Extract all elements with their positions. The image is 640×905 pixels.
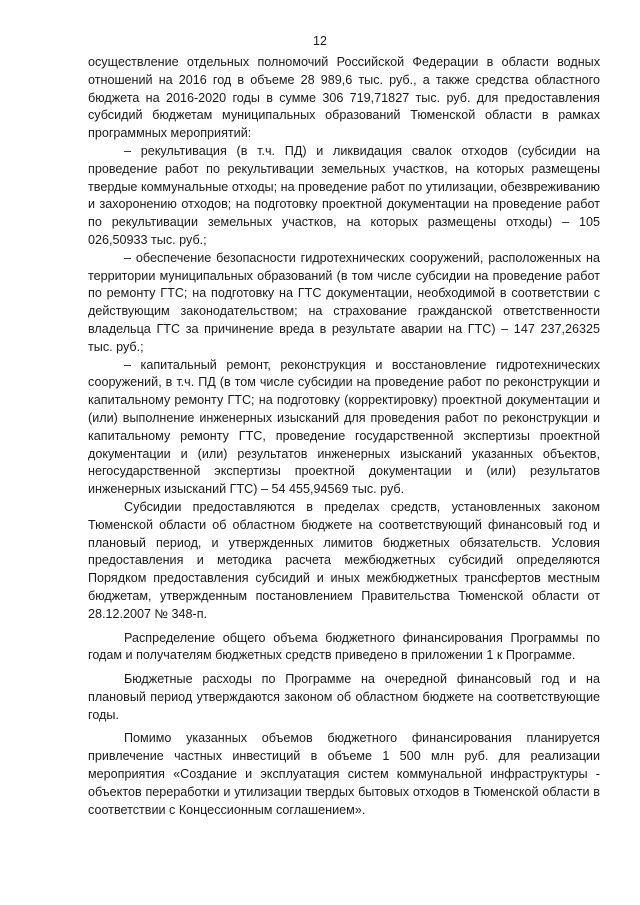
paragraph-landfill-reclamation: – рекультивация (в т.ч. ПД) и ликвидация свалок отходов (субсидии на проведение работ по рекультивации земельных участков, на которых размещены твердые коммунальные отходы; на проведение работ по утилизации, обезвреживанию и захоронению отходов; на подготовку проектной документации на проведение работ по рекультивации земельных участков, на которых размещены отходы) – 105 026,50933 тыс. руб.; (88, 143, 600, 247)
paragraph-distribution: Распределение общего объема бюджетного финансирования Программы по годам и получателям бюджетных средств приведено в приложении 1 к Программе. (88, 630, 600, 663)
paragraph-private-investment: Помимо указанных объемов бюджетного финансирования планируется привлечение частных инвестиций в объеме 1 500 млн руб. для реализации мероприятия «Создание и эксплуатация систем коммунальной инфраструктуры - объектов переработки и утилизации твердых бытовых отходов в Тюменской области в соответствии с Концессионным соглашением». (88, 731, 600, 817)
paragraph-hydro-repair: – капитальный ремонт, реконструкция и восстановление гидротехнических сооружений, в т.ч. ПД (в том числе субсидии на проведение работ по реконструкции и капитальному ремонту ГТС; на подготовку (корректировку) проектной документации и (или) выполнение инженерных изысканий для проведения работ по реконструкции и капитальному ремонту ГТС, проведение государственной экспертизы проектной документации и (или) результатов инженерных изысканий указанных объектов, негосударственной экспертизы проектной документации и (или) результатов инженерных изысканий ГТС) – 54 455,94569 тыс. руб. (88, 357, 600, 497)
document-body (88, 54, 600, 819)
paragraph-hydro-safety: – обеспечение безопасности гидротехнических сооружений, расположенных на территории муниципальных образований (в том числе субсидии на проведение работ по ремонту ГТС; на подготовку на ГТС документации, необходимой в соответствии с действующим законодательством; на страхование гражданской ответственности владельца ГТС за причинение вреда в результате аварии на ГТС) – 147 237,26325 тыс. руб.; (88, 250, 600, 354)
paragraph-funding-intro: осуществление отдельных полномочий Российской Федерации в области водных отношений на 2016 год в объеме 28 989,6 тыс. руб., а также средства областного бюджета на 2016-2020 годы в сумме 306 719,71827 тыс. руб. для предоставления субсидий бюджетам муниципальных образований Тюменской области в рамках программных мероприятий: (88, 55, 600, 141)
page-number: 12 (313, 34, 327, 48)
paragraph-subsidies: Субсидии предоставляются в пределах средств, установленных законом Тюменской области об областном бюджете на соответствующий финансовый год и плановый период, и утвержденных лимитов бюджетных обязательств. Условия предоставления и методика расчета межбюджетных субсидий определяются Порядком предоставления субсидий и иных межбюджетных трансфертов местным бюджетам, утвержденным постановлением Правительства Тюменской области от 28.12.2007 № 348-п. (88, 499, 600, 621)
paragraph-budget-expenses: Бюджетные расходы по Программе на очередной финансовый год и на плановый период утверждаются законом об областном бюджете на соответствующие годы. (88, 672, 600, 722)
